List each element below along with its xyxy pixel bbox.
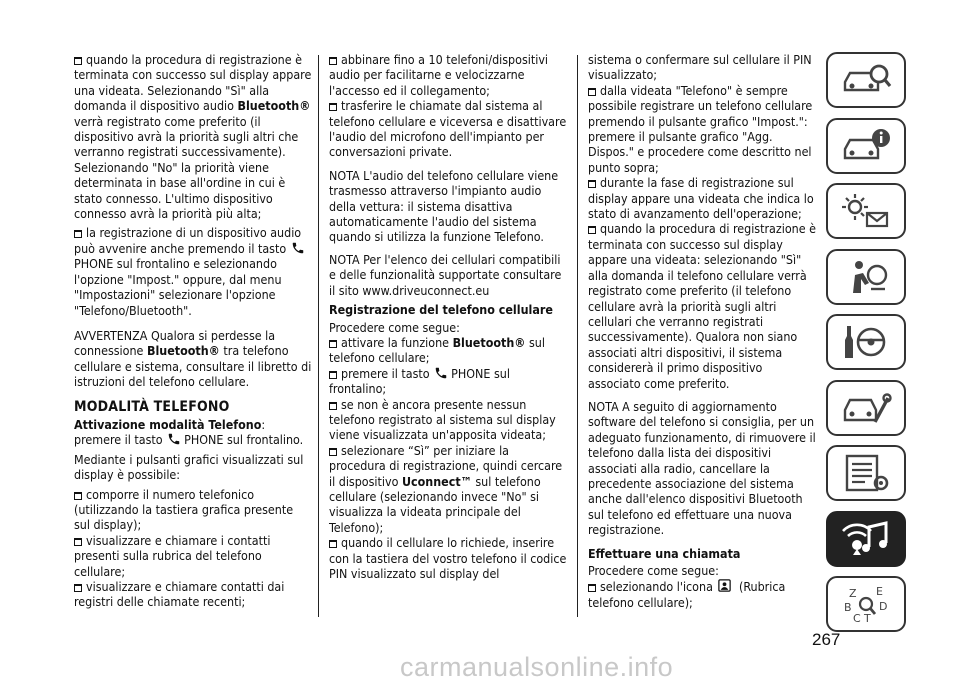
bullet-icon — [588, 88, 596, 96]
note: NOTA Per l'elenco dei cellulari compatibili e delle funzionalità supportate consultare il sito www.driveuconnect.eu — [329, 251, 562, 298]
bullet-icon — [74, 538, 82, 546]
section-heading: MODALITÀ TELEFONO — [74, 398, 230, 415]
bullet-icon — [588, 584, 596, 592]
airbag-icon — [839, 257, 893, 297]
car-info-icon — [839, 126, 893, 166]
paragraph: Mediante i pulsanti grafici visualizzati sul display è possibile: — [74, 451, 304, 483]
list-item: premere il tasto PHONE sul frontalino; — [329, 365, 510, 397]
paragraph: Procedere come segue: — [329, 319, 460, 335]
page-number: 267 — [812, 630, 841, 649]
multimedia-icon — [839, 519, 893, 559]
text-column-1 — [74, 52, 312, 610]
list-item: trasferire le chiamate dal sistema al telefono cellulare e viceversa e disattivare l'audio del microfono dell'impianto per conversazioni private. — [329, 98, 567, 160]
list-item: visualizzare e chiamare contatti dai registri delle chiamate recenti; — [74, 579, 285, 610]
bullet-icon — [329, 371, 337, 379]
bullet-icon — [74, 57, 82, 65]
specs-list-icon — [839, 453, 893, 493]
list-item: abbinare fino a 10 telefoni/dispositivi audio per facilitarne e velocizzarne l'accesso ed il collegamento; — [329, 52, 549, 98]
bullet-icon — [329, 402, 337, 410]
car-search-icon — [839, 60, 893, 100]
tab-multimedia[interactable] — [826, 511, 906, 567]
bullet-icon — [588, 180, 596, 188]
phone-icon — [434, 366, 448, 380]
tab-car-info[interactable] — [826, 118, 906, 174]
light-envelope-icon — [839, 191, 893, 231]
watermark: carmanualsonline.info — [400, 652, 674, 682]
steering-wrench-icon — [839, 322, 893, 362]
phone-icon — [167, 432, 181, 446]
warning-note: AVVERTENZA Qualora si perdesse la connessione Bluetooth® tra telefono cellulare e sistema, consultare il libretto di istruzioni del telefono cellulare. — [74, 327, 312, 390]
index-letter: D — [879, 600, 888, 613]
bullet-icon — [329, 540, 337, 548]
list-item: quando la procedura di registrazione è terminata con successo sul display appare una videata. Selezionando "Sì" alla domanda il dispositivo audio Bluetooth® verrà registrato come preferito (il dispositivo avrà la priorità sugli altri che verranno registrati successivamente). Selezionando "No" la priorità viene determinata in base all'ordine in cui è stato connesso. L'ultimo dispositivo connesso avrà la priorità più alta; — [74, 52, 312, 222]
car-repair-icon — [839, 388, 893, 428]
list-item: la registrazione di un dispositivo audio può avvenire anche premendo il tasto PHONE sul frontalino e selezionando l'opzione "Impost." oppure, dal menu "Impostazioni" selezionare l'opzione "Telefono/Bluetooth". — [74, 225, 312, 317]
subheading: Effettuare una chiamata — [588, 545, 741, 561]
phone-icon — [291, 241, 305, 255]
tab-airbag[interactable] — [826, 249, 906, 305]
bullet-icon — [329, 57, 337, 65]
bullet-icon — [329, 103, 337, 111]
index-letter: Z — [849, 587, 857, 600]
list-item: durante la fase di registrazione sul display appare una videata che indica lo stato di avanzamento dell'operazione; — [588, 175, 814, 222]
text-column-2 — [329, 52, 567, 581]
column-divider — [318, 55, 319, 617]
list-item: selezionare “Sì” per iniziare la procedura di registrazione, quindi cercare il dispositivo Uconnect™ sul telefono cellulare (selezionando invece "No" si visualizza la videata principale del Telefono); — [329, 442, 563, 535]
tab-specs-list[interactable] — [826, 445, 906, 501]
bullet-icon — [588, 226, 596, 234]
paragraph: Procedere come segue: — [588, 563, 719, 578]
list-item: visualizzare e chiamare i contatti presenti sulla rubrica del telefono cellulare; — [74, 532, 271, 579]
bullet-icon — [74, 492, 82, 500]
list-item: attivare la funzione Bluetooth® sul telefono cellulare; — [329, 334, 545, 366]
tab-alphabet-index[interactable] — [826, 576, 906, 632]
bullet-icon — [329, 448, 337, 456]
tab-steering-wrench[interactable] — [826, 314, 906, 370]
list-item: dalla videata "Telefono" è sempre possibile registrare un telefono cellulare premendo il pulsante grafico "Impost.": premere il pulsante grafico "Agg. Dispos." e procedere come descritto nel punto sopra; — [588, 82, 813, 175]
text-column-3 — [588, 52, 818, 610]
subheading: Registrazione del telefono cellulare — [329, 302, 553, 318]
index-letter: T — [864, 612, 871, 624]
list-item: se non è ancora presente nessun telefono registrato al sistema sul display viene visualizzata un'apposita videata; — [329, 396, 556, 443]
index-letter: C — [853, 612, 861, 624]
list-item: quando la procedura di registrazione è terminata con successo sul display appare una videata: selezionando "Sì" alla domanda il telefono cellulare verrà registrato come preferito (il telefono cellulare avrà la priorità sugli altri cellulari che verranno registrati successivamente). Qualora non siano associati altri dispositivi, il sistema considererà il primo dispositivo associato come preferito. — [588, 221, 816, 391]
bullet-icon — [329, 340, 337, 348]
index-letter: B — [844, 601, 852, 614]
bullet-icon — [74, 230, 82, 238]
alphabet-index-icon — [839, 584, 893, 624]
index-letter: E — [876, 585, 883, 598]
note: NOTA A seguito di aggiornamento software del telefono si consiglia, per un adeguato funzionamento, di rimuovere il telefono dalla lista dei dispositivi associati alla radio, cancellare la precedente associazione del sistema anche dall'elenco dispositivi Bluetooth sul telefono ed effettuare una nuova registrazione. — [588, 398, 816, 538]
tab-car-search[interactable] — [826, 52, 906, 108]
tab-car-repair[interactable] — [826, 380, 906, 436]
list-item: comporre il numero telefonico (utilizzando la tastiera grafica presente sul display); — [74, 486, 294, 533]
phonebook-icon — [717, 578, 732, 593]
bullet-icon — [74, 584, 82, 592]
list-item: selezionando l'icona (Rubrica telefono cellulare); — [588, 579, 786, 610]
chapter-tabs — [826, 52, 906, 642]
note: NOTA L'audio del telefono cellulare viene trasmesso attraverso l'impianto audio della vettura: il sistema disattiva automaticamente l'audio del sistema quando si utilizza la funzione Telefono. — [329, 167, 559, 245]
column-divider — [577, 55, 578, 617]
paragraph: sistema o confermare sul cellulare il PIN visualizzato; — [588, 52, 812, 83]
paragraph: Attivazione modalità Telefono: premere il tasto PHONE sul frontalino. — [74, 416, 304, 448]
tab-light-envelope[interactable] — [826, 183, 906, 239]
list-item: quando il cellulare lo richiede, inserire con la tastiera del vostro telefono il codice PIN visualizzato sul display del — [329, 535, 567, 581]
